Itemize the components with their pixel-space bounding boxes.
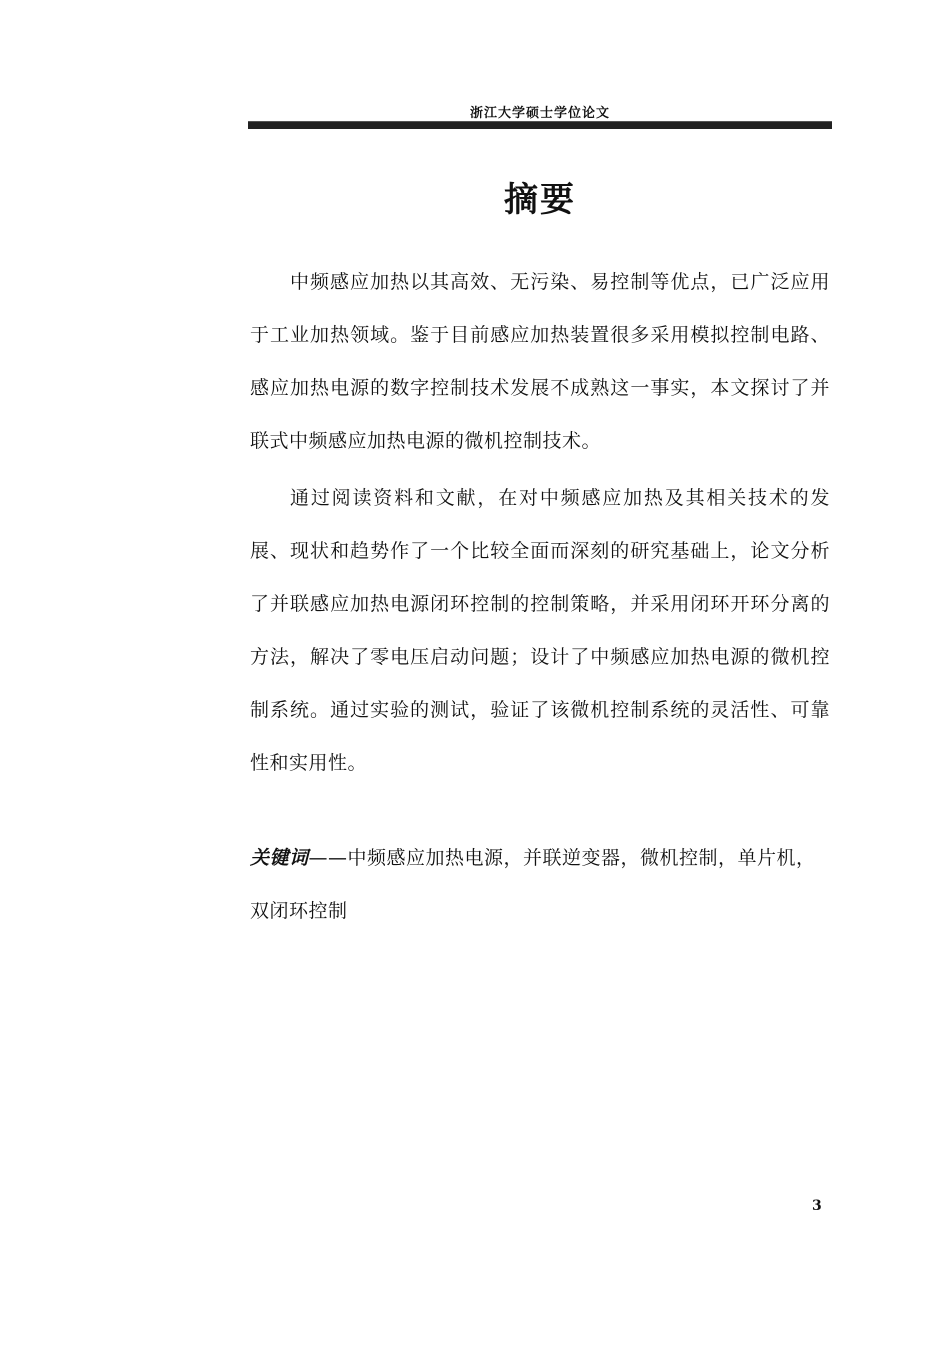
keywords bbox=[250, 832, 830, 938]
keywords-label: 关键词 bbox=[250, 847, 309, 869]
abstract-paragraph-1: 中频感应加热以其高效、无污染、易控制等优点，已广泛应用于工业加热领域。鉴于目前感应加热装置很多采用模拟控制电路、感应加热电源的数字控制技术发展不成熟这一事实，本文探讨了并联式中频感应加热电源的微机控制技术。 bbox=[250, 271, 830, 452]
header-rule bbox=[248, 121, 832, 129]
page-number: 3 bbox=[812, 1198, 822, 1214]
running-header: 浙江大学硕士学位论文 bbox=[469, 106, 610, 121]
abstract-paragraph-2: 通过阅读资料和文献，在对中频感应加热及其相关技术的发展、现状和趋势作了一个比较全面而深刻的研究基础上，论文分析了并联感应加热电源闭环控制的控制策略，并采用闭环开环分离的方法，解决了零电压启动问题；设计了中频感应加热电源的微机控制系统。通过实验的测试，验证了该微机控制系统的灵活性、可靠性和实用性。 bbox=[250, 487, 830, 774]
page-title: 摘要 bbox=[504, 180, 576, 220]
keywords-text: ——中频感应加热电源，并联逆变器，微机控制，单片机，双闭环控制 bbox=[250, 847, 816, 922]
